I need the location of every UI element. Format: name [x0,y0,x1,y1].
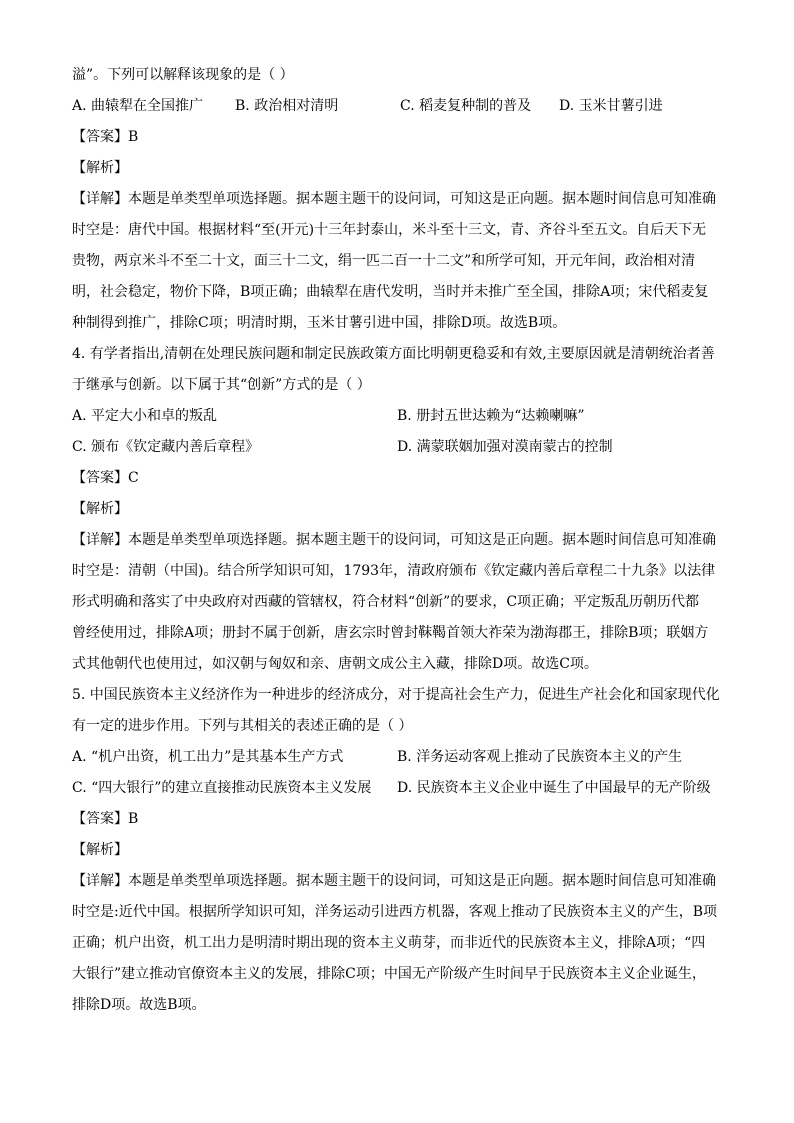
question-3-stem: 溢”。下列可以解释该现象的是（ ） [72,67,294,83]
option-d: D. 民族资本主义企业中诞生了中国最早的无产阶级 [397,780,711,796]
option-d: D. 玉米甘薯引进 [559,98,663,114]
question-3-options [72,91,732,122]
detail-line: 排除D项。故选B项。 [72,997,206,1013]
detail-line: 【详解】本题是单类型单项选择题。据本题主题干的设问词，可知这是正向题。据本题时间信息可知准确 [72,532,716,548]
detail-line: 【详解】本题是单类型单项选择题。据本题主题干的设问词，可知这是正向题。据本题时间信息可知准确 [72,191,716,207]
detail-line: 曾经使用过，排除A项；册封不属于创新，唐玄宗时曾封靺鞨首领大祚荣为渤海郡王，排除B项；联姻方 [72,625,709,641]
detail-line: 正确；机户出资，机工出力是明清时期出现的资本主义萌芽，而非近代的民族资本主义，排除A项；“四 [72,935,706,951]
option-c: C. “四大银行”的建立直接推动民族资本主义发展 [72,780,372,796]
detail-line: 【详解】本题是单类型单项选择题。据本题主题干的设问词，可知这是正向题。据本题时间信息可知准确 [72,873,716,889]
answer-label: 【答案】C [72,470,139,486]
analysis-label: 【解析】 [72,501,128,517]
option-d: D. 满蒙联姻加强对漠南蒙古的控制 [397,439,613,455]
question-5-options-row [72,773,732,804]
option-c: C. 稻麦复种制的普及 [400,98,532,114]
analysis-label: 【解析】 [72,842,128,858]
question-4-stem: 于继承与创新。以下属于其“创新”方式的是（ ） [72,377,371,393]
question-5-stem: 5. 中国民族资本主义经济作为一种进步的经济成分，对于提高社会生产力，促进生产社会化和国家现代化 [72,687,720,703]
option-c: C. 颁布《钦定藏内善后章程》 [72,439,260,455]
question-4-options-row [72,401,732,432]
option-a: A. 曲辕犁在全国推广 [72,98,204,114]
option-b: B. 政治相对清明 [235,98,339,114]
answer-label: 【答案】B [72,129,139,145]
detail-line: 明，社会稳定，物价下降，B项正确；曲辕犁在唐代发明，当时并未推广至全国，排除A项；宋代稻麦复 [72,284,709,300]
option-b: B. 洋务运动客观上推动了民族资本主义的产生 [397,749,683,765]
detail-line: 贵物，两京米斗不至二十文，面三十二文，绢一匹二百一十二文”和所学可知，开元年间，政治相对清 [72,253,696,269]
option-a: A. 平定大小和卓的叛乱 [72,408,218,424]
detail-line: 大银行”建立推动官僚资本主义的发展，排除C项；中国无产阶级产生时间早于民族资本主义企业诞生， [72,966,706,982]
option-a: A. “机户出资，机工出力”是其基本生产方式 [72,749,344,765]
detail-line: 形式明确和落实了中央政府对西藏的管辖权，符合材料“创新”的要求，C项正确；平定叛乱历朝历代都 [72,594,700,610]
question-4-stem: 4. 有学者指出,清朝在处理民族问题和制定民族政策方面比明朝更稳妥和有效,主要原因就是清朝统治者善 [72,346,715,362]
detail-line: 式其他朝代也使用过，如汉朝与匈奴和亲、唐朝文成公主入藏，排除D项。故选C项。 [72,656,598,672]
question-5-stem: 有一定的进步作用。下列与其相关的表述正确的是（ ） [72,718,413,734]
document-page [72,60,732,1021]
detail-line: 时空是：清朝（中国)。结合所学知识可知，1793年，清政府颁布《钦定藏内善后章程二十九条》以法律 [72,563,716,579]
detail-line: 时空是：唐代中国。根据材料“至(开元)十三年封泰山，米斗至十三文，青、齐谷斗至五文。自后天下无 [72,222,707,238]
question-5-options-row [72,742,732,773]
detail-line: 时空是:近代中国。根据所学知识可知，洋务运动引进西方机器，客观上推动了民族资本主义的产生，B项 [72,904,718,920]
answer-label: 【答案】B [72,811,139,827]
question-4-options-row [72,432,732,463]
detail-line: 种制得到推广，排除C项；明清时期，玉米甘薯引进中国，排除D项。故选B项。 [72,315,567,331]
analysis-label: 【解析】 [72,160,128,176]
option-b: B. 册封五世达赖为“达赖喇嘛” [397,408,585,424]
